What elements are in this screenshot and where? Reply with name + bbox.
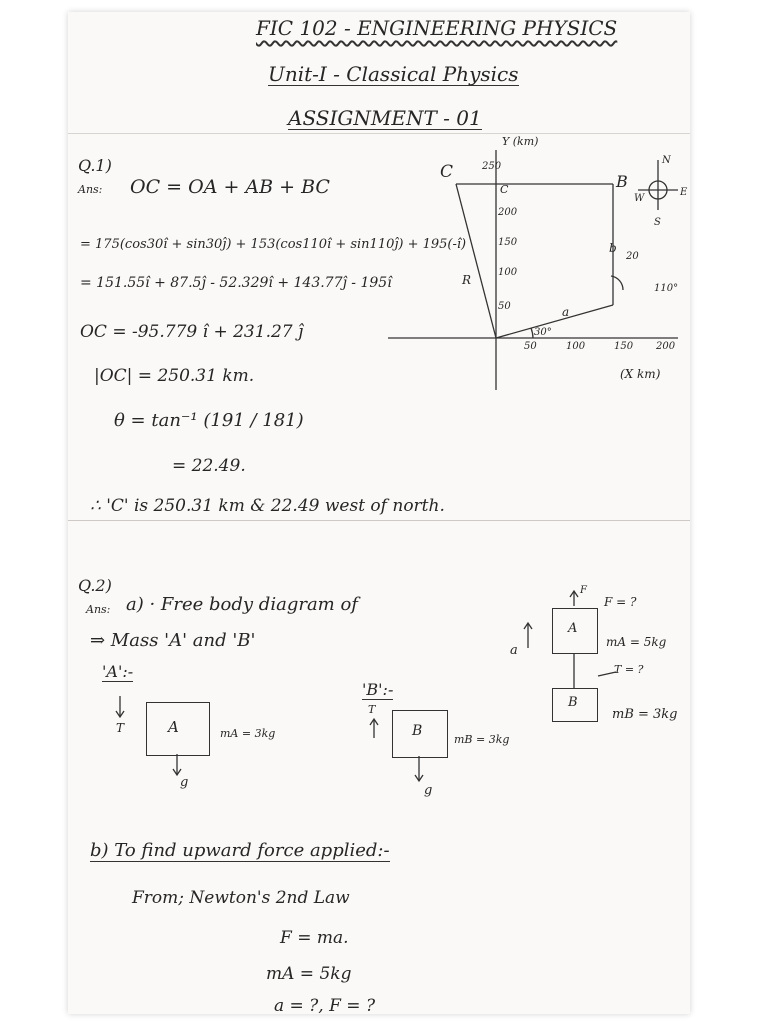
x-tick-50: 50 (524, 341, 537, 352)
y-tick-100: 100 (498, 267, 518, 278)
system-mass-a: mA = 5kg (606, 635, 667, 649)
x-tick-100: 100 (566, 341, 586, 352)
point-c-inner: C (500, 183, 509, 196)
q1-ans: Ans: (78, 183, 103, 196)
compass-e: E (680, 187, 688, 198)
system-mass-b: mB = 3kg (612, 707, 678, 722)
vector-r-label: R (462, 273, 472, 287)
system-f-arrow-label: F (580, 585, 587, 596)
fbd-box-b-label: B (412, 723, 423, 739)
system-force: F = ? (604, 595, 637, 609)
point-b: B (616, 172, 628, 191)
q2-b-line-2: F = ma. (280, 928, 349, 948)
y-tick-200: 200 (498, 207, 518, 218)
vector-b-label: b (609, 241, 617, 255)
q1-line-2: = 175(cos30î + sin30ĵ) + 153(cos110î + sin110ĵ) + 195(-î) (80, 237, 467, 252)
fbd-a-mass: mA = 3kg (220, 727, 276, 740)
x-tick-150: 150 (614, 341, 634, 352)
q2-b-line-4: a = ?, F = ? (274, 996, 376, 1014)
vector-a-label: a (562, 305, 570, 319)
q2-part-a-line-2: ⇒ Mass 'A' and 'B' (90, 630, 256, 651)
system-tension: T = ? (614, 663, 644, 676)
q2-b-line-1: From; Newton's 2nd Law (132, 888, 350, 908)
system-box-b-label: B (568, 695, 578, 710)
q1-line-8: ∴ 'C' is 250.31 km & 22.49 west of north. (90, 496, 445, 516)
y-tick-250: 250 (482, 161, 502, 172)
q1-line-1: OC = OA + AB + BC (130, 176, 330, 198)
fbd-b-heading: 'B':- (362, 680, 394, 699)
angle-110: 110° (654, 283, 679, 294)
compass-w: W (634, 193, 645, 204)
x-tick-200: 200 (656, 341, 676, 352)
angle-30: 30° (534, 327, 552, 338)
fbd-b-top-arrow: T (368, 703, 376, 716)
q2-part-b-heading: b) To find upward force applied:- (90, 840, 390, 861)
course-title: FIC 102 - ENGINEERING PHYSICS (256, 16, 618, 40)
fbd-a-bottom-arrow: g (180, 775, 189, 790)
y-axis-label: Y (km) (502, 135, 539, 148)
assignment-title: ASSIGNMENT - 01 (288, 106, 482, 130)
system-box-a-label: A (568, 621, 578, 636)
q1-line-3: = 151.55î + 87.5ĵ - 52.329î + 143.77ĵ - 195î (80, 275, 392, 291)
x-axis-label: (X km) (620, 367, 661, 381)
q1-label: Q.1) (78, 156, 112, 175)
unit-title: Unit-I - Classical Physics (268, 62, 519, 86)
notebook-page (68, 12, 690, 1014)
fbd-b-mass: mB = 3kg (454, 733, 510, 746)
point-c-outer: C (440, 162, 454, 182)
q1-line-5: |OC| = 250.31 km. (94, 366, 255, 386)
q2-part-a-line-1: a) · Free body diagram of (126, 594, 358, 615)
q2-b-line-3: mA = 5kg (266, 964, 352, 984)
y-tick-150: 150 (498, 237, 518, 248)
compass-s: S (654, 217, 661, 228)
fbd-b-bottom-arrow: g (424, 783, 433, 798)
q1-line-4: OC = -95.779 î + 231.27 ĵ (80, 322, 304, 342)
angle-20: 20 (626, 251, 639, 262)
compass-n: N (662, 155, 671, 166)
y-tick-50: 50 (498, 301, 511, 312)
fbd-box-a-label: A (168, 718, 179, 736)
fbd-arrows (68, 12, 690, 1014)
q2-ans: Ans: (86, 603, 111, 616)
q1-line-7: = 22.49. (172, 456, 246, 476)
q1-line-6: θ = tan⁻¹ (191 / 181) (114, 410, 304, 431)
fbd-a-heading: 'A':- (102, 662, 134, 681)
system-accel: a (510, 643, 518, 658)
fbd-a-top-arrow: T (116, 721, 125, 735)
q2-label: Q.2) (78, 576, 112, 595)
